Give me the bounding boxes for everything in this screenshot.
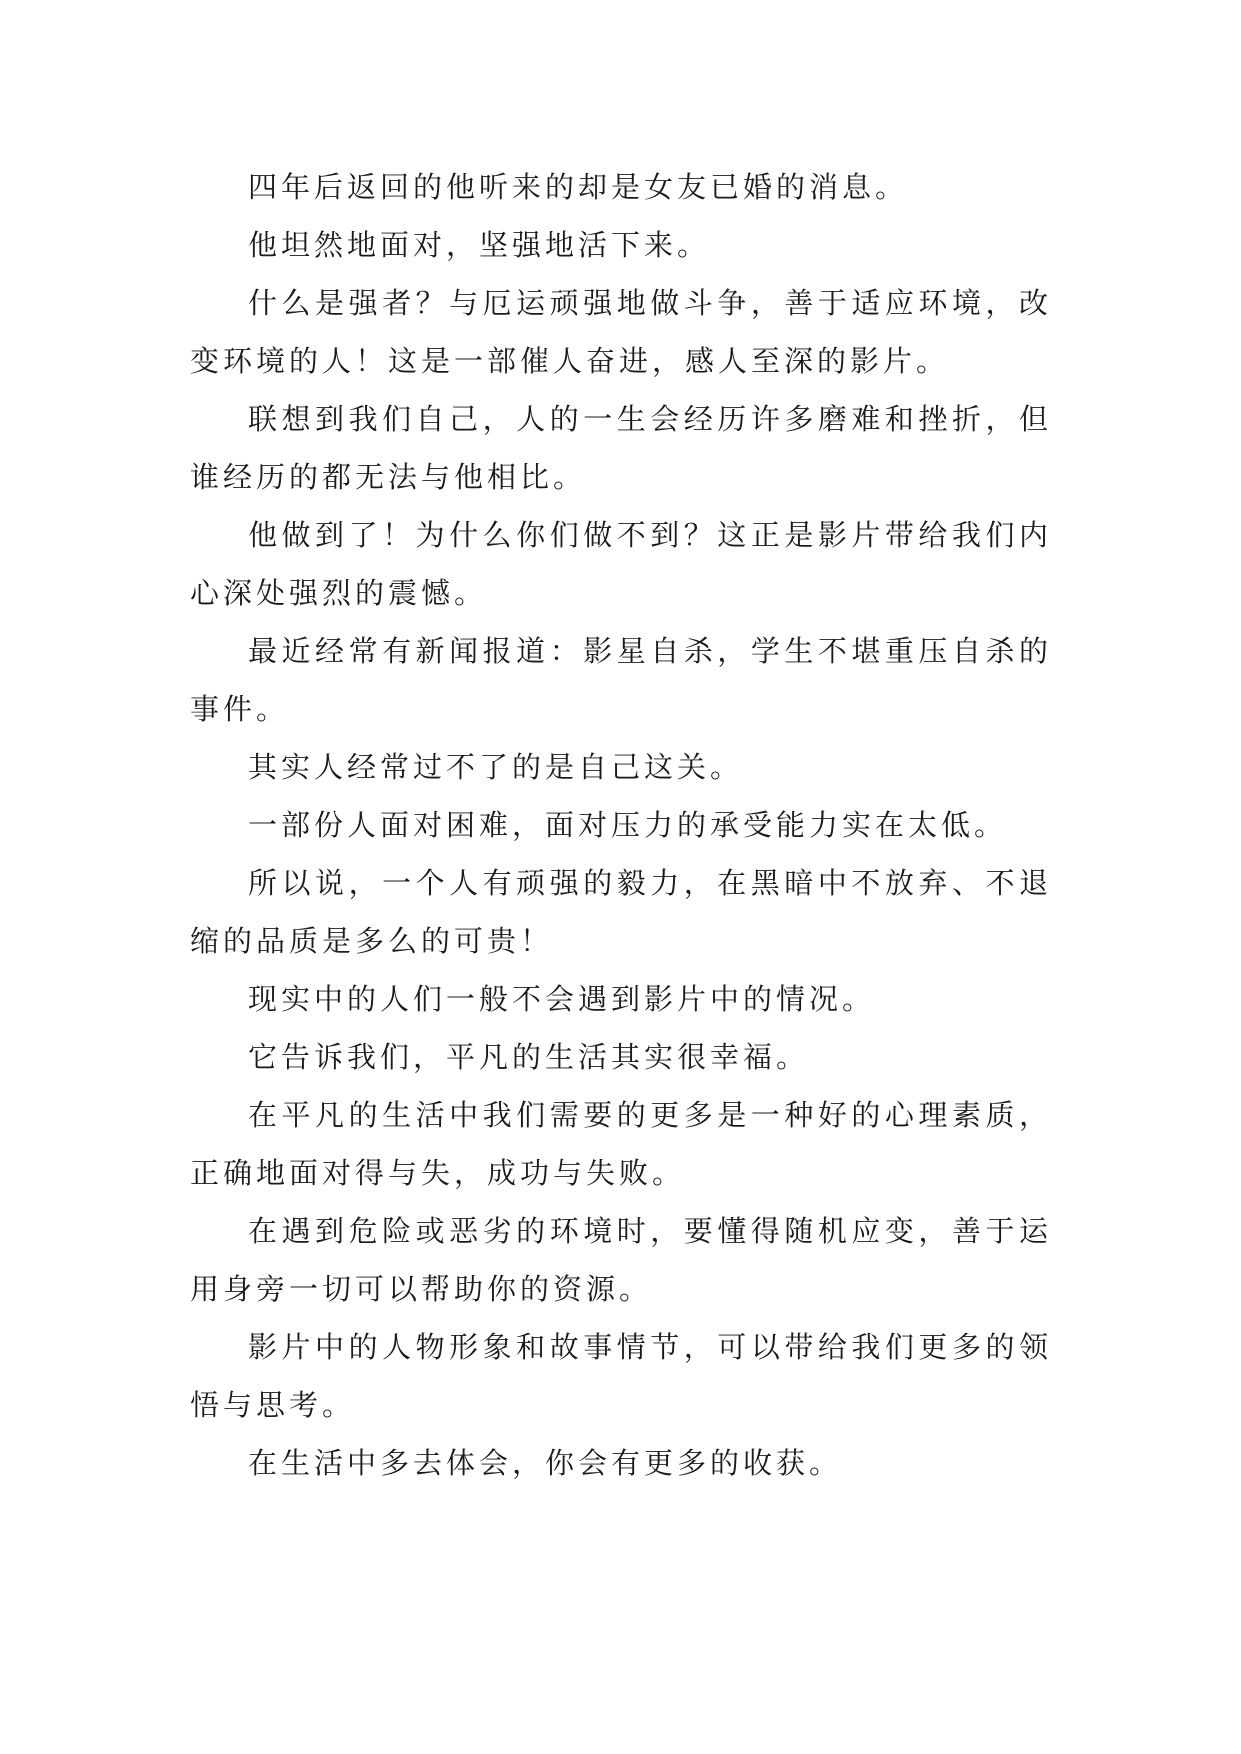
paragraph: 联想到我们自己，人的一生会经历许多磨难和挫折，但谁经历的都无法与他相比。	[190, 402, 1052, 494]
paragraph: 在生活中多去体会，你会有更多的收获。	[248, 1446, 843, 1480]
paragraph: 其实人经常过不了的是自己这关。	[248, 750, 744, 784]
paragraph: 四年后返回的他听来的却是女友已婚的消息。	[248, 170, 909, 204]
paragraph: 最近经常有新闻报道：影星自杀，学生不堪重压自杀的事件。	[190, 634, 1052, 726]
paragraph: 现实中的人们一般不会遇到影片中的情况。	[248, 982, 876, 1016]
paragraph: 所以说，一个人有顽强的毅力，在黑暗中不放弃、不退缩的品质是多么的可贵！	[190, 866, 1052, 958]
paragraph: 他坦然地面对，坚强地活下来。	[248, 228, 711, 262]
paragraph: 他做到了！为什么你们做不到？这正是影片带给我们内心深处强烈的震憾。	[190, 518, 1052, 610]
paragraph: 什么是强者？与厄运顽强地做斗争，善于适应环境，改变环境的人！这是一部催人奋进，感人至深的影片。	[190, 286, 1052, 378]
paragraph: 它告诉我们，平凡的生活其实很幸福。	[248, 1040, 810, 1074]
paragraph: 在遇到危险或恶劣的环境时，要懂得随机应变，善于运用身旁一切可以帮助你的资源。	[190, 1214, 1052, 1306]
paragraph: 一部份人面对困难，面对压力的承受能力实在太低。	[248, 808, 1008, 842]
paragraph: 在平凡的生活中我们需要的更多是一种好的心理素质，正确地面对得与失，成功与失败。	[190, 1098, 1052, 1190]
document-body	[190, 158, 1052, 1492]
paragraph: 影片中的人物形象和故事情节，可以带给我们更多的领悟与思考。	[190, 1330, 1052, 1422]
